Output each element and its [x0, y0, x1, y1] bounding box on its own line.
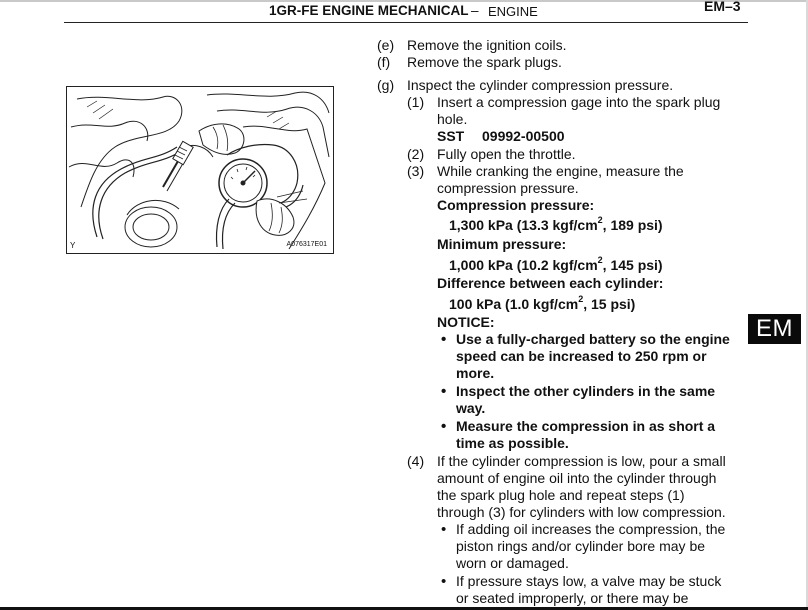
step4-bullet-2-line2: or seated improperly, or there may be [456, 590, 689, 606]
minimum-pressure-label: Minimum pressure: [437, 236, 567, 252]
step-g-marker: (g) [377, 77, 395, 93]
header-section: ENGINE [488, 4, 538, 19]
compression-gage-figure [66, 86, 334, 254]
notice-item-2-line2: way. [456, 400, 486, 416]
step4-bullet-1-line1: If adding oil increases the compression, the [456, 521, 726, 537]
notice-item-1-line3: more. [456, 365, 495, 381]
step-e-text: Remove the ignition coils. [407, 37, 567, 53]
step4-bullet-2-line1: If pressure stays low, a valve may be stuck [456, 573, 722, 589]
step-f-text: Remove the spark plugs. [407, 54, 562, 70]
section-tab-em: EM [748, 314, 801, 344]
minimum-pressure-value: 1,000 kPa (10.2 kgf/$cm^2$, 145 psi) [449, 255, 663, 273]
sst-value: 09992-00500 [482, 128, 565, 144]
notice-item-2-line1: Inspect the other cylinders in the same [456, 383, 716, 399]
header-rule [64, 22, 748, 23]
step4-bullet-1-line3: worn or damaged. [456, 555, 569, 571]
step4-bullet-1-line2: piston rings and/or cylinder bore may be [456, 538, 706, 554]
substep-1-line1: Insert a compression gage into the spark plug [437, 94, 721, 110]
page-top-border [0, 0, 806, 2]
figure-code: A076317E01 [286, 241, 327, 248]
difference-label: Difference between each cylinder: [437, 275, 664, 291]
substep-4-line2: amount of engine oil into the cylinder through [437, 470, 717, 486]
step4-bullet-2: • [441, 573, 447, 590]
substep-2-marker: (2) [407, 146, 425, 162]
notice-bullet-3: • [441, 418, 447, 435]
notice-item-3-line1: Measure the compression in as short a [456, 418, 716, 434]
notice-bullet-1: • [441, 331, 447, 348]
compression-pressure-label: Compression pressure: [437, 197, 595, 213]
notice-label: NOTICE: [437, 314, 495, 330]
step4-bullet-1: • [441, 521, 447, 538]
substep-4-marker: (4) [407, 453, 425, 469]
sst-label: SST [437, 128, 465, 144]
substep-4-line4: through (3) for cylinders with low compression. [437, 504, 726, 520]
substep-4-line1: If the cylinder compression is low, pour a small [437, 453, 726, 469]
substep-3-line1: While cranking the engine, measure the [437, 163, 684, 179]
substep-2-text: Fully open the throttle. [437, 146, 576, 162]
substep-4-line3: the spark plug hole and repeat steps (1) [437, 487, 685, 503]
step-f-marker: (f) [377, 54, 391, 70]
substep-3-marker: (3) [407, 163, 425, 179]
figure-corner-mark: Y [70, 241, 76, 250]
notice-item-1-line2: speed can be increased to 250 rpm or [456, 348, 707, 364]
difference-value: 100 kPa (1.0 kgf/$cm^2$, 15 psi) [449, 294, 636, 312]
header-title: 1GR-FE ENGINE MECHANICAL [269, 3, 469, 18]
notice-item-1-line1: Use a fully-charged battery so the engine [456, 331, 730, 347]
substep-3-line2: compression pressure. [437, 180, 579, 196]
engine-illustration [67, 87, 333, 253]
compression-pressure-value: 1,300 kPa (13.3 kgf/$cm^2$, 189 psi) [449, 215, 663, 233]
substep-1-marker: (1) [407, 94, 425, 110]
step-e-marker: (e) [377, 37, 395, 53]
notice-item-3-line2: time as possible. [456, 435, 569, 451]
page-number: EM–3 [704, 0, 741, 14]
notice-bullet-2: • [441, 383, 447, 400]
header-separator: – [471, 3, 479, 18]
substep-1-line2: hole. [437, 111, 468, 127]
step-g-text: Inspect the cylinder compression pressure. [407, 77, 674, 93]
